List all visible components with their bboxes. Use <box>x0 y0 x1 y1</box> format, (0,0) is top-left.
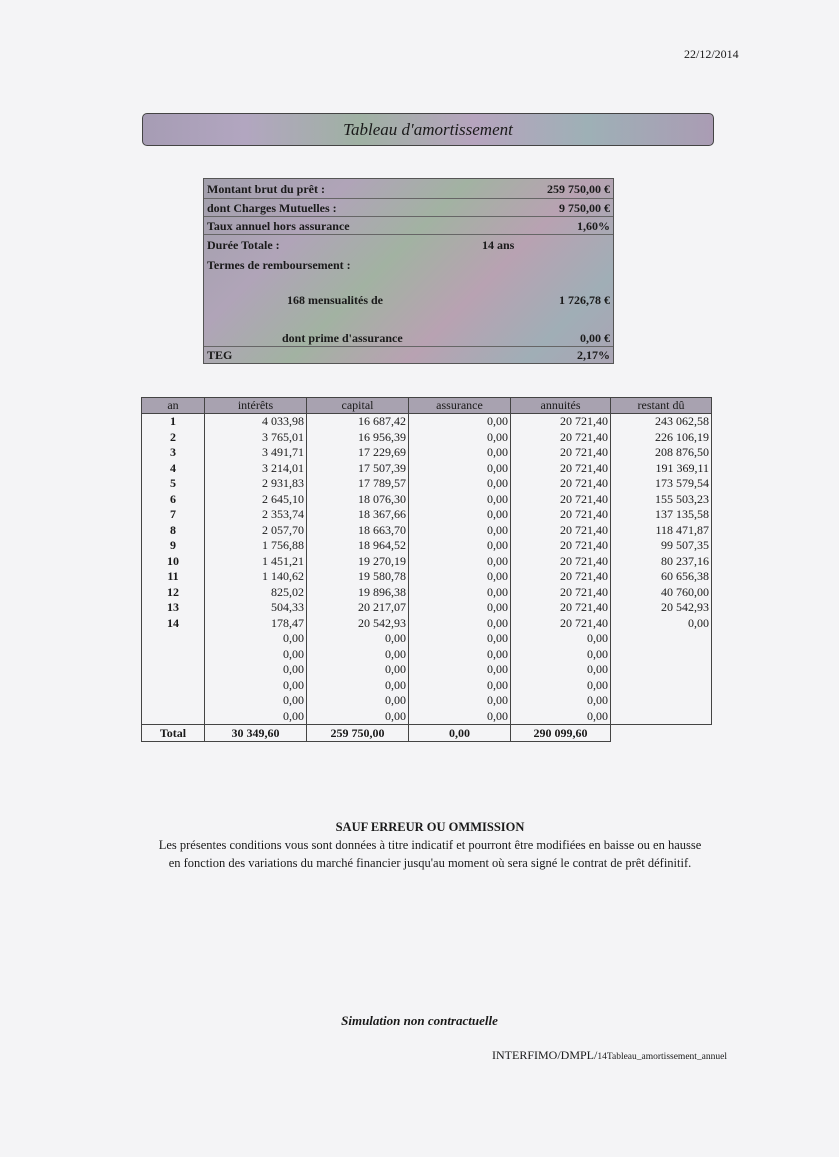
cell-capital: 17 229,69 <box>307 445 409 461</box>
cell-assurance: 0,00 <box>409 445 511 461</box>
cell-interets: 2 353,74 <box>205 507 307 523</box>
cell-interets: 0,00 <box>205 631 307 647</box>
cell-an: 6 <box>142 492 205 508</box>
cell-interets: 825,02 <box>205 585 307 601</box>
cell-assurance: 0,00 <box>409 616 511 632</box>
cell-assurance: 0,00 <box>409 693 511 709</box>
cell-capital: 19 896,38 <box>307 585 409 601</box>
disclaimer-heading: SAUF ERREUR OU OMMISSION <box>335 820 525 834</box>
cell-assurance: 0,00 <box>409 476 511 492</box>
cell-capital: 19 580,78 <box>307 569 409 585</box>
cell-restant-du: 191 369,11 <box>611 461 712 477</box>
cell-an: 7 <box>142 507 205 523</box>
disclaimer-line-2: en fonction des variations du marché financier jusqu'au moment où sera signé le contrat de prêt définitif. <box>168 856 692 870</box>
footer-ref: INTERFIMO/DMPL/ <box>492 1048 598 1062</box>
summary-divider <box>204 198 613 199</box>
cell-interets: 3 214,01 <box>205 461 307 477</box>
cell-annuites: 20 721,40 <box>511 569 611 585</box>
cell-capital: 16 956,39 <box>307 430 409 446</box>
header-assurance: assurance <box>409 398 511 414</box>
cell-assurance: 0,00 <box>409 662 511 678</box>
cell-interets: 4 033,98 <box>205 414 307 430</box>
header-an: an <box>142 398 205 414</box>
table-row <box>142 445 712 461</box>
cell-interets: 0,00 <box>205 647 307 663</box>
total-annuites: 290 099,60 <box>511 725 611 742</box>
cell-restant-du <box>611 709 712 725</box>
table-header-row <box>142 398 712 414</box>
cell-restant-du: 226 106,19 <box>611 430 712 446</box>
document-date: 22/12/2014 <box>684 47 739 61</box>
table-row <box>142 430 712 446</box>
loan-summary-box <box>203 178 614 364</box>
summary-divider <box>204 216 613 217</box>
cell-assurance: 0,00 <box>409 414 511 430</box>
cell-capital: 0,00 <box>307 678 409 694</box>
cell-capital: 20 542,93 <box>307 616 409 632</box>
cell-annuites: 20 721,40 <box>511 538 611 554</box>
cell-assurance: 0,00 <box>409 554 511 570</box>
cell-an: 8 <box>142 523 205 539</box>
cell-capital: 0,00 <box>307 647 409 663</box>
cell-interets: 2 057,70 <box>205 523 307 539</box>
cell-assurance: 0,00 <box>409 585 511 601</box>
table-row <box>142 585 712 601</box>
cell-annuites: 20 721,40 <box>511 616 611 632</box>
cell-an <box>142 647 205 663</box>
cell-interets: 0,00 <box>205 693 307 709</box>
summary-row-prime <box>207 330 610 346</box>
cell-annuites: 20 721,40 <box>511 445 611 461</box>
summary-row-duree <box>207 237 610 253</box>
cell-annuites: 0,00 <box>511 693 611 709</box>
cell-capital: 0,00 <box>307 693 409 709</box>
cell-restant-du <box>611 662 712 678</box>
cell-an <box>142 709 205 725</box>
table-row <box>142 709 712 725</box>
summary-row-teg <box>207 347 610 363</box>
table-row <box>142 678 712 694</box>
cell-assurance: 0,00 <box>409 461 511 477</box>
cell-annuites: 0,00 <box>511 678 611 694</box>
cell-assurance: 0,00 <box>409 507 511 523</box>
cell-annuites: 20 721,40 <box>511 430 611 446</box>
cell-annuites: 0,00 <box>511 647 611 663</box>
cell-annuites: 20 721,40 <box>511 461 611 477</box>
cell-interets: 1 756,88 <box>205 538 307 554</box>
cell-interets: 0,00 <box>205 678 307 694</box>
cell-an: 1 <box>142 414 205 430</box>
cell-restant-du: 155 503,23 <box>611 492 712 508</box>
table-row <box>142 693 712 709</box>
cell-interets: 0,00 <box>205 709 307 725</box>
cell-annuites: 20 721,40 <box>511 414 611 430</box>
cell-an <box>142 662 205 678</box>
termes-label: Termes de remboursement : <box>207 258 351 272</box>
cell-interets: 0,00 <box>205 662 307 678</box>
cell-an: 9 <box>142 538 205 554</box>
header-annuites: annuités <box>511 398 611 414</box>
total-label: Total <box>142 725 205 742</box>
cell-annuites: 20 721,40 <box>511 507 611 523</box>
cell-restant-du <box>611 693 712 709</box>
header-capital: capital <box>307 398 409 414</box>
cell-assurance: 0,00 <box>409 647 511 663</box>
cell-annuites: 0,00 <box>511 631 611 647</box>
header-restant-du: restant dû <box>611 398 712 414</box>
cell-assurance: 0,00 <box>409 678 511 694</box>
cell-capital: 16 687,42 <box>307 414 409 430</box>
table-row <box>142 461 712 477</box>
cell-interets: 3 765,01 <box>205 430 307 446</box>
cell-interets: 178,47 <box>205 616 307 632</box>
summary-row-charges <box>207 200 610 216</box>
cell-assurance: 0,00 <box>409 430 511 446</box>
cell-restant-du: 0,00 <box>611 616 712 632</box>
cell-interets: 1 451,21 <box>205 554 307 570</box>
summary-row-montant <box>207 181 610 197</box>
prime-label: dont prime d'assurance <box>282 331 403 345</box>
cell-interets: 3 491,71 <box>205 445 307 461</box>
table-row <box>142 414 712 430</box>
cell-assurance: 0,00 <box>409 523 511 539</box>
cell-an: 2 <box>142 430 205 446</box>
cell-annuites: 20 721,40 <box>511 523 611 539</box>
disclaimer <box>100 818 760 872</box>
cell-capital: 18 663,70 <box>307 523 409 539</box>
table-row <box>142 662 712 678</box>
cell-an: 4 <box>142 461 205 477</box>
table-row <box>142 554 712 570</box>
summary-row-mensualites <box>207 292 610 308</box>
cell-restant-du: 173 579,54 <box>611 476 712 492</box>
cell-annuites: 0,00 <box>511 662 611 678</box>
cell-assurance: 0,00 <box>409 492 511 508</box>
table-body <box>142 414 712 725</box>
teg-label: TEG <box>207 348 233 362</box>
summary-divider <box>204 234 613 235</box>
taux-label: Taux annuel hors assurance <box>207 219 350 233</box>
cell-capital: 20 217,07 <box>307 600 409 616</box>
cell-an: 12 <box>142 585 205 601</box>
teg-value: 2,17% <box>577 348 610 362</box>
charges-label: dont Charges Mutuelles : <box>207 201 337 215</box>
cell-assurance: 0,00 <box>409 709 511 725</box>
cell-annuites: 0,00 <box>511 709 611 725</box>
table-row <box>142 507 712 523</box>
cell-annuites: 20 721,40 <box>511 600 611 616</box>
cell-an: 10 <box>142 554 205 570</box>
cell-restant-du <box>611 678 712 694</box>
cell-an <box>142 631 205 647</box>
table-row <box>142 476 712 492</box>
table-row <box>142 647 712 663</box>
simulation-note: Simulation non contractuelle <box>341 1013 498 1028</box>
total-interets: 30 349,60 <box>205 725 307 742</box>
montant-label: Montant brut du prêt : <box>207 182 326 196</box>
cell-capital: 17 507,39 <box>307 461 409 477</box>
cell-restant-du: 99 507,35 <box>611 538 712 554</box>
cell-assurance: 0,00 <box>409 538 511 554</box>
table-row <box>142 569 712 585</box>
amortization-table <box>141 397 712 742</box>
cell-restant-du: 118 471,87 <box>611 523 712 539</box>
table-row <box>142 616 712 632</box>
montant-value: 259 750,00 € <box>547 182 610 196</box>
charges-value: 9 750,00 € <box>559 201 610 215</box>
total-assurance: 0,00 <box>409 725 511 742</box>
cell-interets: 1 140,62 <box>205 569 307 585</box>
cell-assurance: 0,00 <box>409 631 511 647</box>
cell-an: 3 <box>142 445 205 461</box>
duree-value: 14 ans <box>482 238 515 252</box>
prime-value: 0,00 € <box>580 331 610 345</box>
disclaimer-line-1: Les présentes conditions vous sont données à titre indicatif et pourront être modifiées en baisse ou en hausse <box>158 838 702 852</box>
cell-an: 14 <box>142 616 205 632</box>
page-title: Tableau d'amortissement <box>142 113 714 146</box>
cell-assurance: 0,00 <box>409 569 511 585</box>
cell-interets: 2 931,83 <box>205 476 307 492</box>
cell-capital: 18 964,52 <box>307 538 409 554</box>
table-row <box>142 631 712 647</box>
cell-capital: 0,00 <box>307 709 409 725</box>
cell-restant-du: 243 062,58 <box>611 414 712 430</box>
cell-assurance: 0,00 <box>409 600 511 616</box>
cell-an <box>142 693 205 709</box>
summary-row-taux <box>207 218 610 234</box>
table-row <box>142 600 712 616</box>
taux-value: 1,60% <box>577 219 610 233</box>
cell-capital: 17 789,57 <box>307 476 409 492</box>
cell-restant-du <box>611 647 712 663</box>
cell-capital: 0,00 <box>307 662 409 678</box>
cell-restant-du: 137 135,58 <box>611 507 712 523</box>
cell-restant-du: 60 656,38 <box>611 569 712 585</box>
cell-capital: 0,00 <box>307 631 409 647</box>
header-interets: intérêts <box>205 398 307 414</box>
table-row <box>142 492 712 508</box>
mensualites-value: 1 726,78 € <box>559 293 610 307</box>
mensualites-label: 168 mensualités de <box>287 293 383 307</box>
cell-capital: 18 367,66 <box>307 507 409 523</box>
cell-restant-du: 20 542,93 <box>611 600 712 616</box>
cell-annuites: 20 721,40 <box>511 476 611 492</box>
cell-an: 11 <box>142 569 205 585</box>
cell-interets: 504,33 <box>205 600 307 616</box>
cell-capital: 18 076,30 <box>307 492 409 508</box>
footer-reference <box>492 1048 727 1063</box>
table-total-row <box>142 725 712 742</box>
cell-an: 13 <box>142 600 205 616</box>
cell-interets: 2 645,10 <box>205 492 307 508</box>
cell-annuites: 20 721,40 <box>511 554 611 570</box>
table-row <box>142 538 712 554</box>
cell-annuites: 20 721,40 <box>511 585 611 601</box>
table-row <box>142 523 712 539</box>
cell-an: 5 <box>142 476 205 492</box>
summary-row-termes <box>207 257 610 273</box>
total-empty-cell <box>611 725 712 742</box>
total-capital: 259 750,00 <box>307 725 409 742</box>
cell-restant-du <box>611 631 712 647</box>
cell-an <box>142 678 205 694</box>
duree-label: Durée Totale : <box>207 238 280 252</box>
cell-capital: 19 270,19 <box>307 554 409 570</box>
footer-file: 14Tableau_amortissement_annuel <box>597 1052 727 1062</box>
cell-restant-du: 208 876,50 <box>611 445 712 461</box>
cell-restant-du: 40 760,00 <box>611 585 712 601</box>
cell-restant-du: 80 237,16 <box>611 554 712 570</box>
cell-annuites: 20 721,40 <box>511 492 611 508</box>
